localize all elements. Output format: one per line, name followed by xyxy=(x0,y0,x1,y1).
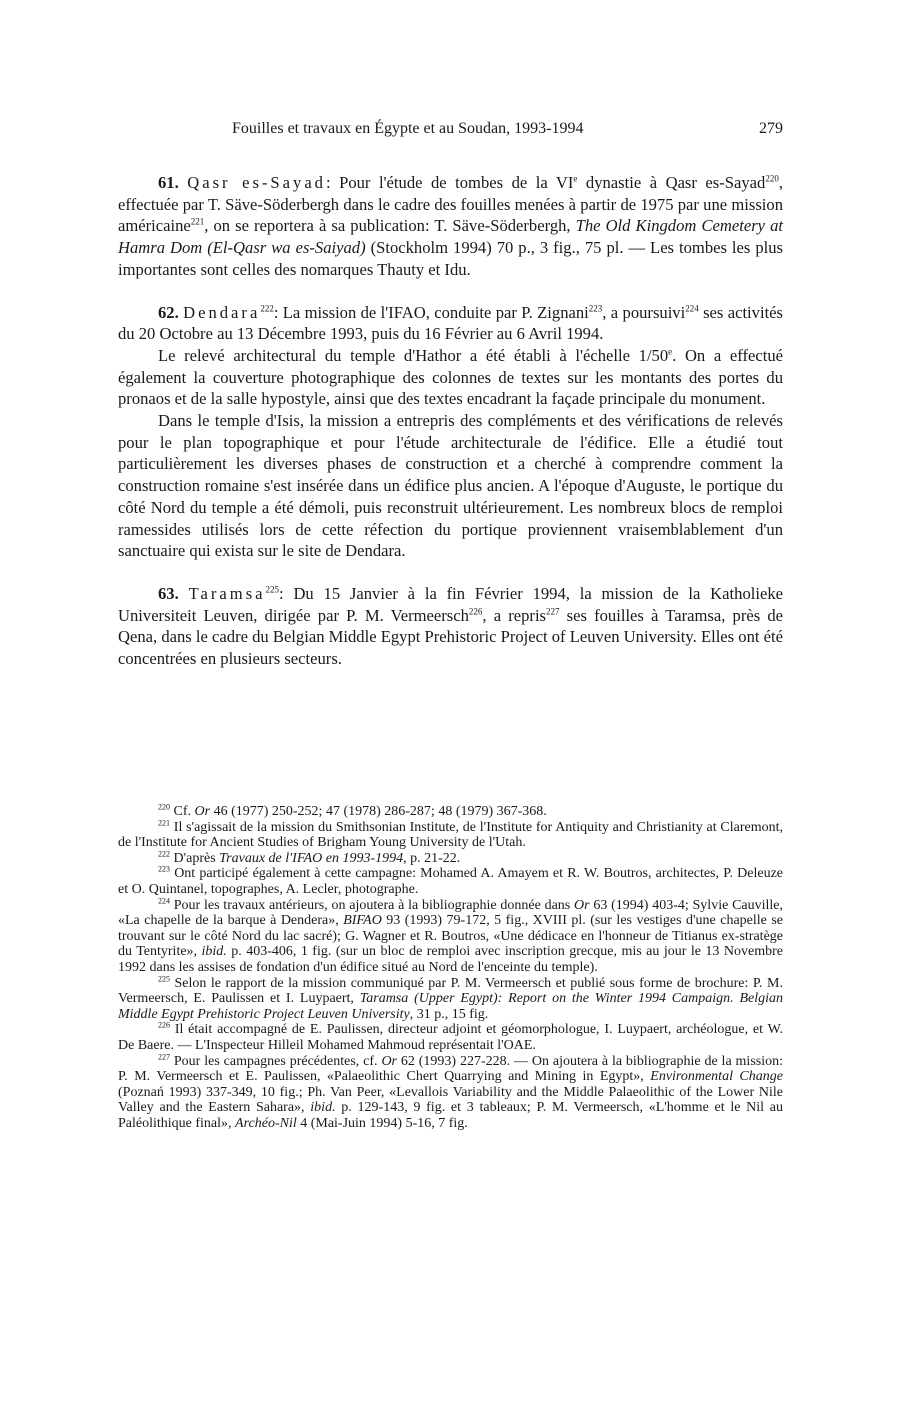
text-span: dynastie à Qasr es-Sayad xyxy=(577,173,766,192)
footnote-number: 225 xyxy=(158,973,170,983)
superscript: e xyxy=(668,346,673,357)
footnote-ref[interactable]: 224 xyxy=(685,302,699,313)
site-name: Taramsa xyxy=(188,583,266,603)
footnotes xyxy=(118,804,783,1131)
text-span: Pour les campagnes précédentes, cf. xyxy=(170,1053,382,1069)
italic-text: Archéo-Nil xyxy=(235,1115,297,1131)
footnote-number: 224 xyxy=(158,895,170,905)
italic-text: Or xyxy=(381,1053,397,1069)
text-span: : Pour l'étude de tombes de la VI xyxy=(325,173,574,192)
text-span: : La mission de l'IFAO, conduite par P. Zignani xyxy=(273,302,589,322)
section-number: 62. xyxy=(158,302,179,322)
section-61-paragraph xyxy=(118,172,783,281)
italic-text: Or xyxy=(574,897,590,913)
italic-text: Travaux de l'IFAO en 1993-1994 xyxy=(219,850,404,866)
italic-text: Environmental Change xyxy=(650,1069,783,1085)
section-62-paragraph-2 xyxy=(118,345,783,410)
footnote-220 xyxy=(118,804,783,820)
text-span: 46 (1977) 250-252; 47 (1978) 286-287; 48 (1979) 367-368. xyxy=(210,804,547,819)
footnote-227 xyxy=(118,1051,784,1132)
text-span: , on se reportera à sa publication: T. Säve-Söderbergh, xyxy=(204,216,576,236)
footnote-222 xyxy=(118,851,783,867)
text-span: Il s'agissait de la mission du Smithsonian Institute, de l'Institute for Antiquity and Christianity at Claremont, de l'Institute for Ancient Studies of Brigham Young University de l'Utah. xyxy=(118,819,783,851)
section-number: 63. xyxy=(158,583,179,603)
italic-text: ibid. xyxy=(201,944,227,960)
text-span: : Du 15 Janvier à la fin Février 1994, la mission de la Katholieke Universiteit Leuven, dirigée par P. M. Vermeersch xyxy=(118,583,783,625)
footnote-ref[interactable]: 225 xyxy=(265,584,280,595)
text-span: p. 403-406, 1 fig. (sur un bloc de remploi avec inscription grecque, mis au jour le 13 Novembre 1992 dans les assises de fondation d'un édifice situé au Nord de l'enceinte du temple). xyxy=(118,944,783,975)
running-header xyxy=(118,120,783,142)
footnote-number: 227 xyxy=(158,1051,170,1061)
footnote-number: 223 xyxy=(158,864,170,874)
text-span: , a poursuivi xyxy=(602,302,686,322)
footnote-226 xyxy=(118,1022,783,1053)
footnote-221 xyxy=(118,817,783,851)
text-span: (Stockholm 1994) 70 p., 3 fig., 75 pl. — Les tombes les plus importantes sont celles des nomarques Thauty et Idu. xyxy=(118,238,783,279)
text-span: 93 (1993) 79-172, 5 fig., XVIII pl. (sur les vestiges d'une chapelle se trouvant sur le côté Nord du lac sacré); G. Wagner et R. Boutros, «Une dédicace en l'honneur de Titianus ex-stratège du Tentyrite», xyxy=(118,913,783,960)
text-span: 4 (Mai-Juin 1994) 5-16, 7 fig. xyxy=(296,1115,468,1131)
footnote-ref[interactable]: 226 xyxy=(468,606,483,617)
italic-text: ibid. xyxy=(310,1100,336,1116)
text-span: 63 (1994) 403-4; Sylvie Cauville, «La chapelle de la barque à Dendera», xyxy=(118,897,784,929)
text-span: Cf. xyxy=(170,804,195,819)
section-62-paragraph-3: Dans le temple d'Isis, la mission a entrepris des compléments et des vérifications de relevés pour le plan topographique et pour l'étude architecturale de l'édifice. Elle a étudié tout particulièrement les diverses phases de construction et a cherché à comprendre comment la construction romaine s'est insérée dans un édifice plus ancien. A l'époque d'Auguste, le portique du côté Nord du temple a été démoli, puis reconstruit ultérieurement. Les nombreux blocs de remploi ramessides utilisés lors de cette réfection du portique proviennent vraisemblablement d'un sanctuaire qui exista sur le site de Dendara. xyxy=(118,411,783,561)
text-span: p. 129-143, 9 fig. et 3 tableaux; P. M. Vermeersch, «L'homme et le Nil au Paléolithique final», xyxy=(118,1100,783,1131)
text-span: , a repris xyxy=(482,605,547,625)
section-number: 61. xyxy=(158,173,179,192)
footnote-number: 220 xyxy=(158,802,170,812)
text-span: . On a effectué également la couverture photographique des colonnes de textes sur les montants des portes du pronaos et de la salle hypostyle, ainsi que des textes encadrant la façade principale du monument. xyxy=(118,345,784,409)
publication-title: The Old Kingdom Cemetery at Hamra Dom (El-Qasr wa es-Saiyad) xyxy=(118,216,783,258)
text-span: 62 (1993) 227-228. — On ajoutera à la bibliographie de la mission: P. M. Vermeersch et E. Paulissen, «Palaeolithic Chert Quarrying and Mining in Egypt», xyxy=(118,1053,784,1085)
italic-text: Or xyxy=(194,804,211,819)
footnote-224 xyxy=(118,895,784,976)
footnote-225 xyxy=(118,973,783,1023)
footnote-ref[interactable]: 220 xyxy=(765,173,779,184)
footnote-ref[interactable]: 223 xyxy=(588,302,603,313)
text-span: Il était accompagné de E. Paulissen, directeur adjoint et géomorphologue, I. Luypaert, archéologue, et W. De Baere. — L'Inspecteur Hilleil Mohamed Mahmoud représentait l'OAE. xyxy=(118,1022,783,1053)
page-number: 279 xyxy=(759,120,783,137)
text-span: Pour les travaux antérieurs, on ajoutera à la bibliographie donnée dans xyxy=(170,897,575,913)
text-span: ses activités du 20 Octobre au 13 Décembre 1993, puis du 16 Février au 6 Avril 1994. xyxy=(118,302,784,344)
footnote-number: 226 xyxy=(158,1020,170,1030)
section-63-paragraph xyxy=(118,583,783,670)
italic-text: Taramsa (Upper Egypt): Report on the Winter 1994 Campaign. Belgian Middle Egypt Prehistoric Project Leuven University xyxy=(118,991,783,1022)
footnote-number: 222 xyxy=(158,849,170,859)
text-span: ses fouilles à Taramsa, près de Qena, dans le cadre du Belgian Middle Egypt Prehistoric Project of Leuven University. Elles ont été concentrées en plusieurs secteurs. xyxy=(118,605,783,669)
text-span: Ont participé également à cette campagne: Mohamed A. Amayem et R. W. Boutros, architectes, P. Deleuze et O. Quintanel, topographes, A. Lecler, photographe. xyxy=(118,866,783,897)
site-name: Qasr es-Sayad xyxy=(187,173,326,192)
text-span: (Poznań 1993) 337-349, 10 fig.; Ph. Van Peer, «Levallois Variability and the Middle Palaeolithic of the Lower Nile Valley and the Eastern Sahara», xyxy=(118,1084,783,1116)
text-span: D'après xyxy=(170,850,220,866)
footnote-ref[interactable]: 227 xyxy=(546,606,560,617)
text-span: , 31 p., 15 fig. xyxy=(409,1006,489,1022)
text-span: , effectuée par T. Säve-Söderbergh dans le cadre des fouilles menées à partir de 1975 par une mission américaine xyxy=(118,173,783,236)
running-title: Fouilles et travaux en Égypte et au Soudan, 1993-1994 xyxy=(232,120,584,137)
footnote-223 xyxy=(118,866,783,897)
text-span: Selon le rapport de la mission communiqué par P. M. Vermeersch et publié sous forme de brochure: P. M. Vermeersch, E. Paulissen et I. Luypaert, xyxy=(118,975,783,1007)
footnote-ref[interactable]: 221 xyxy=(190,216,205,227)
footnote-number: 221 xyxy=(158,817,170,827)
section-62-paragraph xyxy=(118,302,783,345)
site-name: Dendara xyxy=(183,302,261,322)
text-span: , p. 21-22. xyxy=(403,850,461,866)
italic-text: BIFAO xyxy=(343,913,382,929)
main-text xyxy=(118,172,783,670)
text-span: Le relevé architectural du temple d'Hathor a été établi à l'échelle 1/50 xyxy=(158,345,669,365)
superscript: e xyxy=(573,173,578,184)
footnote-ref[interactable]: 222 xyxy=(260,302,274,313)
